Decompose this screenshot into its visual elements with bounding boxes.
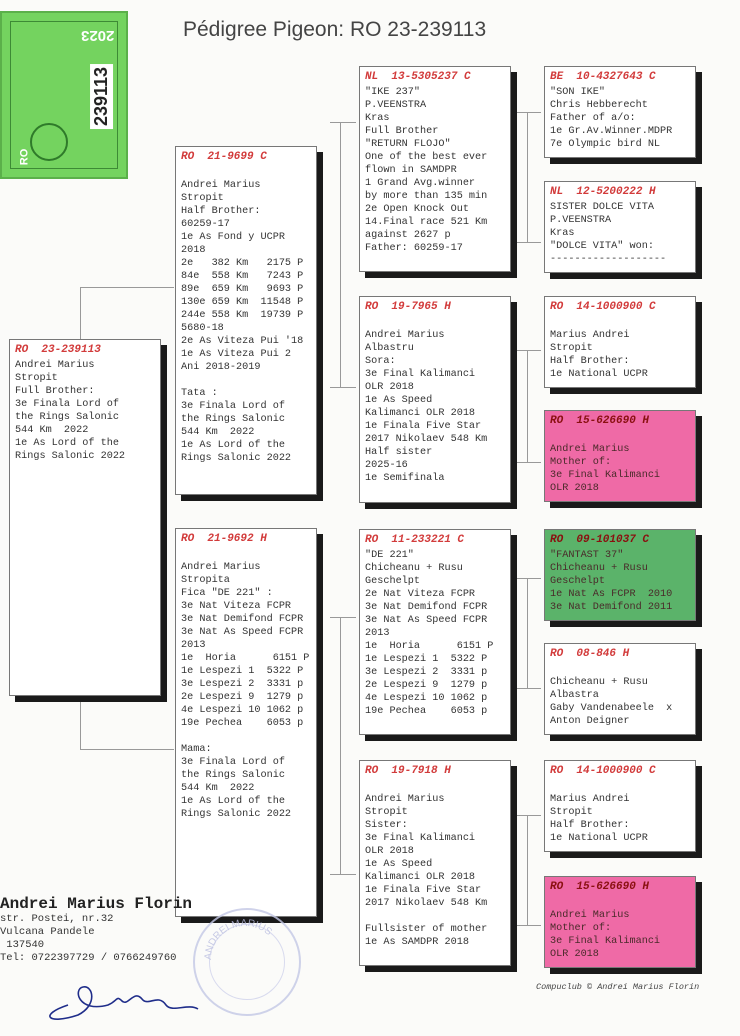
card-text-line: Sora:: [365, 356, 396, 367]
card-text-line: Andrei Marius: [550, 444, 630, 455]
card-text-line: 60259-17: [181, 219, 230, 230]
card-text-line: Ani 2018-2019: [181, 362, 261, 373]
owner-block: [0, 895, 192, 965]
card-text-line: 1e As Viteza Pui 2: [181, 349, 292, 360]
card-text-line: Andrei Marius: [550, 910, 630, 921]
card-text-line: 1e Lespezi 1 5322 P: [365, 654, 488, 665]
connector-line: [527, 350, 528, 462]
card-text-line: 1e National UCPR: [550, 833, 648, 844]
card-text-line: 2018: [181, 245, 206, 256]
certificate-emblem-icon: [30, 123, 68, 161]
pigeon-card-father: [175, 146, 317, 495]
card-text-line: Half sister: [365, 447, 433, 458]
card-text-line: Andrei Marius: [365, 794, 445, 805]
pigeon-card-fmf: [544, 296, 696, 388]
ring-number: RO 21-9699 C: [181, 151, 267, 163]
card-text-line: Kalimanci OLR 2018: [365, 408, 476, 419]
card-text-line: Chicheanu + Rusu: [550, 677, 648, 688]
card-text-line: 3e Final Kalimanci: [365, 369, 476, 380]
card-text-line: One of the best ever: [365, 152, 488, 163]
connector-line: [80, 287, 174, 288]
card-text-line: 1e Gr.Av.Winner.MDPR: [550, 126, 673, 137]
pigeon-card-fff: [544, 66, 696, 158]
card-text-line: [181, 730, 312, 743]
card-text-line: Chicheanu + Rusu: [365, 563, 463, 574]
card-text-line: Albastra: [550, 690, 599, 701]
card-text-line: OLR 2018: [550, 483, 599, 494]
card-text-line: 3e Final Kalimanci: [550, 470, 661, 481]
ring-number: RO 15-626690 H: [550, 415, 650, 427]
card-text-line: Geschelpt: [550, 576, 606, 587]
ring-number: NL 12-5200222 H: [550, 186, 656, 198]
stamp-text-ring: [193, 908, 297, 1012]
card-text-line: 19e Pechea 6053 p: [181, 718, 304, 729]
card-text-line: [550, 663, 691, 676]
card-text-line: 84e 558 Km 7243 P: [181, 271, 304, 282]
card-text-line: Anton Deigner: [550, 716, 630, 727]
connector-line: [527, 112, 528, 242]
card-text-line: Geschelpt: [365, 576, 421, 587]
card-text-line: "SON IKE": [550, 87, 606, 98]
connector-line: [80, 749, 174, 750]
card-text-line: [181, 166, 312, 179]
card-text-line: 1e As Lord of the: [181, 796, 285, 807]
pigeon-card-fmm: [544, 410, 696, 502]
card-text-line: 2e 382 Km 2175 P: [181, 258, 304, 269]
card-text-line: Andrei Marius: [181, 562, 261, 573]
owner-phone: Tel: 0722397729 / 0766249760: [0, 952, 177, 964]
card-text-line: Mother of:: [550, 923, 612, 934]
owner-address-line: str. Postei, nr.32: [0, 913, 114, 925]
connector-line: [515, 688, 541, 689]
ring-number: NL 13-5305237 C: [365, 71, 471, 83]
card-text-line: Andrei Marius: [365, 330, 445, 341]
connector-line: [515, 578, 541, 579]
ring-number: RO 14-1000900 C: [550, 765, 656, 777]
card-text-line: Rings Salonic 2022: [181, 809, 292, 820]
card-text-line: OLR 2018: [365, 382, 414, 393]
pigeon-card-mother-mother: [359, 760, 511, 966]
connector-line: [330, 122, 356, 123]
card-text-line: Rings Salonic 2022: [181, 453, 292, 464]
pigeon-card-mother: [175, 528, 317, 917]
card-text-line: 3e Final Kalimanci: [550, 936, 661, 947]
card-text-line: Half Brother:: [181, 206, 261, 217]
card-text-line: [181, 548, 312, 561]
card-text-line: 3e Finala Lord of: [181, 401, 285, 412]
card-text-line: Tata :: [181, 388, 218, 399]
pigeon-card-father-father: [359, 66, 511, 272]
card-text-line: Fica "DE 221" :: [181, 588, 273, 599]
pigeon-card-mmf: [544, 760, 696, 852]
card-text-line: Kras: [550, 228, 575, 239]
card-text-line: Father of a/o:: [550, 113, 636, 124]
card-text-line: [550, 896, 691, 909]
card-text-line: by more than 135 min: [365, 191, 488, 202]
card-text-line: 1e Horia 6151 P: [181, 653, 310, 664]
connector-line: [330, 617, 356, 618]
card-text-line: 3e Final Kalimanci: [365, 833, 476, 844]
card-text-line: 1e Semifinala: [365, 473, 445, 484]
card-text-line: Stropit: [365, 807, 408, 818]
card-text-line: Stropit: [181, 193, 224, 204]
card-text-line: [365, 910, 506, 923]
card-text-line: SISTER DOLCE VITA: [550, 202, 654, 213]
connector-line: [515, 112, 541, 113]
page-title: Pédigree Pigeon: RO 23-239113: [183, 18, 487, 41]
connector-line: [340, 122, 341, 387]
card-text-line: Chicheanu + Rusu: [550, 563, 648, 574]
card-text-line: 3e Nat Viteza FCPR: [181, 601, 292, 612]
card-text-line: 2e As Viteza Pui '18: [181, 336, 304, 347]
card-text-line: Half Brother:: [550, 356, 630, 367]
card-text-line: 544 Km 2022: [181, 783, 255, 794]
connector-line: [340, 617, 341, 874]
ring-number: RO 23-239113: [15, 344, 101, 356]
card-text-line: "RETURN FLOJO": [365, 139, 451, 150]
card-text-line: Half Brother:: [550, 820, 630, 831]
card-text-line: 1e Nat As FCPR 2010: [550, 589, 673, 600]
card-text-line: 1e Horia 6151 P: [365, 641, 494, 652]
card-text-line: [550, 430, 691, 443]
card-text-line: OLR 2018: [365, 846, 414, 857]
card-text-line: Kras: [365, 113, 390, 124]
card-text-line: 2013: [365, 628, 390, 639]
card-text-line: 3e Nat Demifond 2011: [550, 602, 673, 613]
card-text-line: Fullsister of mother: [365, 924, 488, 935]
certificate-country: RO: [18, 148, 31, 166]
card-text-line: 3e Finala Lord of: [181, 757, 285, 768]
card-text-line: 2e Nat Viteza FCPR: [365, 589, 476, 600]
card-text-line: [365, 316, 506, 329]
owner-address-line: 137540: [0, 939, 45, 951]
footer-credit: Compuclub © Andrei Marius Florin: [536, 982, 700, 992]
card-text-line: 4e Lespezi 10 1062 p: [365, 693, 488, 704]
card-text-line: 2013: [181, 640, 206, 651]
card-text-line: Rings Salonic 2022: [15, 451, 126, 462]
card-text-line: P.VEENSTRA: [365, 100, 427, 111]
card-text-line: Stropit: [550, 807, 593, 818]
card-text-line: "FANTAST 37": [550, 550, 624, 561]
card-text-line: "IKE 237": [365, 87, 421, 98]
card-text-line: 3e Lespezi 2 3331 p: [365, 667, 488, 678]
card-text-line: 2017 Nikolaev 548 Km: [365, 898, 488, 909]
card-text-line: 1e Lespezi 1 5322 P: [181, 666, 304, 677]
card-text-line: the Rings Salonic: [15, 412, 119, 423]
connector-line: [515, 462, 541, 463]
card-text-line: 2e Open Knock Out: [365, 204, 469, 215]
card-text-line: Andrei Marius: [15, 360, 95, 371]
card-text-line: Stropit: [15, 373, 58, 384]
card-text-line: Kalimanci OLR 2018: [365, 872, 476, 883]
connector-line: [515, 815, 541, 816]
ring-number: RO 08-846 H: [550, 648, 630, 660]
card-text-line: 544 Km 2022: [15, 425, 89, 436]
pigeon-card-ffm: [544, 181, 696, 273]
card-text-line: 1e As Lord of the: [15, 438, 119, 449]
card-text-line: Marius Andrei: [550, 794, 630, 805]
card-text-line: 2017 Nikolaev 548 Km: [365, 434, 488, 445]
ring-number: RO 19-7965 H: [365, 301, 451, 313]
pigeon-card-mmm: [544, 876, 696, 968]
card-text-line: 3e Nat Demifond FCPR: [181, 614, 304, 625]
ring-number: BE 10-4327643 C: [550, 71, 656, 83]
card-text-line: Mama:: [181, 744, 212, 755]
card-text-line: Gaby Vandenabeele x: [550, 703, 673, 714]
pigeon-card-mfm: [544, 643, 696, 735]
card-text-line: 544 Km 2022: [181, 427, 255, 438]
card-text-line: P.VEENSTRA: [550, 215, 612, 226]
certificate-year: 2023: [80, 27, 114, 44]
card-text-line: 1e Finala Five Star: [365, 421, 482, 432]
card-text-line: the Rings Salonic: [181, 414, 285, 425]
ring-certificate: [0, 11, 128, 179]
owner-stamp: [193, 908, 301, 1016]
card-text-line: [550, 316, 691, 329]
ring-number: RO 19-7918 H: [365, 765, 451, 777]
card-text-line: OLR 2018: [550, 949, 599, 960]
card-text-line: 1e As Fond y UCPR: [181, 232, 285, 243]
card-text-line: 3e Nat As Speed FCPR: [181, 627, 304, 638]
card-text-line: [365, 780, 506, 793]
card-text-line: 5680-18: [181, 323, 224, 334]
card-text-line: 3e Nat As Speed FCPR: [365, 615, 488, 626]
card-text-line: 3e Finala Lord of: [15, 399, 119, 410]
card-text-line: 19e Pechea 6053 p: [365, 706, 488, 717]
card-text-line: 4e Lespezi 10 1062 p: [181, 705, 304, 716]
card-text-line: 89e 659 Km 9693 P: [181, 284, 304, 295]
pigeon-card-subject: [9, 339, 161, 696]
card-text-line: the Rings Salonic: [181, 770, 285, 781]
certificate-number: 239113: [90, 64, 113, 129]
card-text-line: 2025-16: [365, 460, 408, 471]
card-text-line: [550, 780, 691, 793]
pigeon-card-father-mother: [359, 296, 511, 503]
ring-number: RO 21-9692 H: [181, 533, 267, 545]
card-text-line: 1e As SAMDPR 2018: [365, 937, 469, 948]
card-text-line: Marius Andrei: [550, 330, 630, 341]
owner-name: Andrei Marius Florin: [0, 895, 193, 913]
signature: [38, 975, 208, 1023]
connector-line: [527, 578, 528, 688]
card-text-line: 1e As Lord of the: [181, 440, 285, 451]
svg-text:ANDREI MARIUS: [203, 918, 274, 960]
ring-number: RO 09-101037 C: [550, 534, 650, 546]
card-text-line: 1e National UCPR: [550, 369, 648, 380]
card-text-line: "DE 221": [365, 550, 414, 561]
card-text-line: 1e As Speed: [365, 859, 433, 870]
card-text-line: 1e As Speed: [365, 395, 433, 406]
connector-line: [527, 815, 528, 925]
card-text-line: Andrei Marius: [181, 180, 261, 191]
card-text-line: Albastru: [365, 343, 414, 354]
pigeon-card-mother-father: [359, 529, 511, 735]
owner-address-line: Vulcana Pandele: [0, 926, 95, 938]
card-text-line: against 2627 p: [365, 230, 451, 241]
card-text-line: Full Brother:: [15, 386, 95, 397]
ring-number: RO 11-233221 C: [365, 534, 465, 546]
connector-line: [515, 242, 541, 243]
card-text-line: flown in SAMDPR: [365, 165, 457, 176]
card-text-line: 130e 659 Km 11548 P: [181, 297, 304, 308]
stamp-text: ANDREI MARIUS: [202, 917, 274, 961]
card-text-line: 3e Nat Demifond FCPR: [365, 602, 488, 613]
card-text-line: 7e Olympic bird NL: [550, 139, 661, 150]
connector-line: [515, 350, 541, 351]
card-text-line: Full Brother: [365, 126, 439, 137]
card-text-line: Stropita: [181, 575, 230, 586]
card-text-line: [181, 374, 312, 387]
card-text-line: "DOLCE VITA" won:: [550, 241, 654, 252]
pigeon-card-mff: [544, 529, 696, 621]
card-text-line: -------------------: [550, 254, 667, 265]
card-text-line: Stropit: [550, 343, 593, 354]
connector-line: [330, 387, 356, 388]
card-text-line: Father: 60259-17: [365, 243, 463, 254]
card-text-line: Chris Hebberecht: [550, 100, 648, 111]
card-text-line: 1e Finala Five Star: [365, 885, 482, 896]
card-text-line: 2e Lespezi 9 1279 p: [181, 692, 304, 703]
card-text-line: 14.Final race 521 Km: [365, 217, 488, 228]
ring-number: RO 14-1000900 C: [550, 301, 656, 313]
connector-line: [515, 925, 541, 926]
card-text-line: Mother of:: [550, 457, 612, 468]
connector-line: [330, 874, 356, 875]
card-text-line: 3e Lespezi 2 3331 p: [181, 679, 304, 690]
card-text-line: Sister:: [365, 820, 408, 831]
ring-number: RO 15-626690 H: [550, 881, 650, 893]
card-text-line: 244e 558 Km 19739 P: [181, 310, 304, 321]
card-text-line: 1 Grand Avg.winner: [365, 178, 476, 189]
card-text-line: 2e Lespezi 9 1279 p: [365, 680, 488, 691]
